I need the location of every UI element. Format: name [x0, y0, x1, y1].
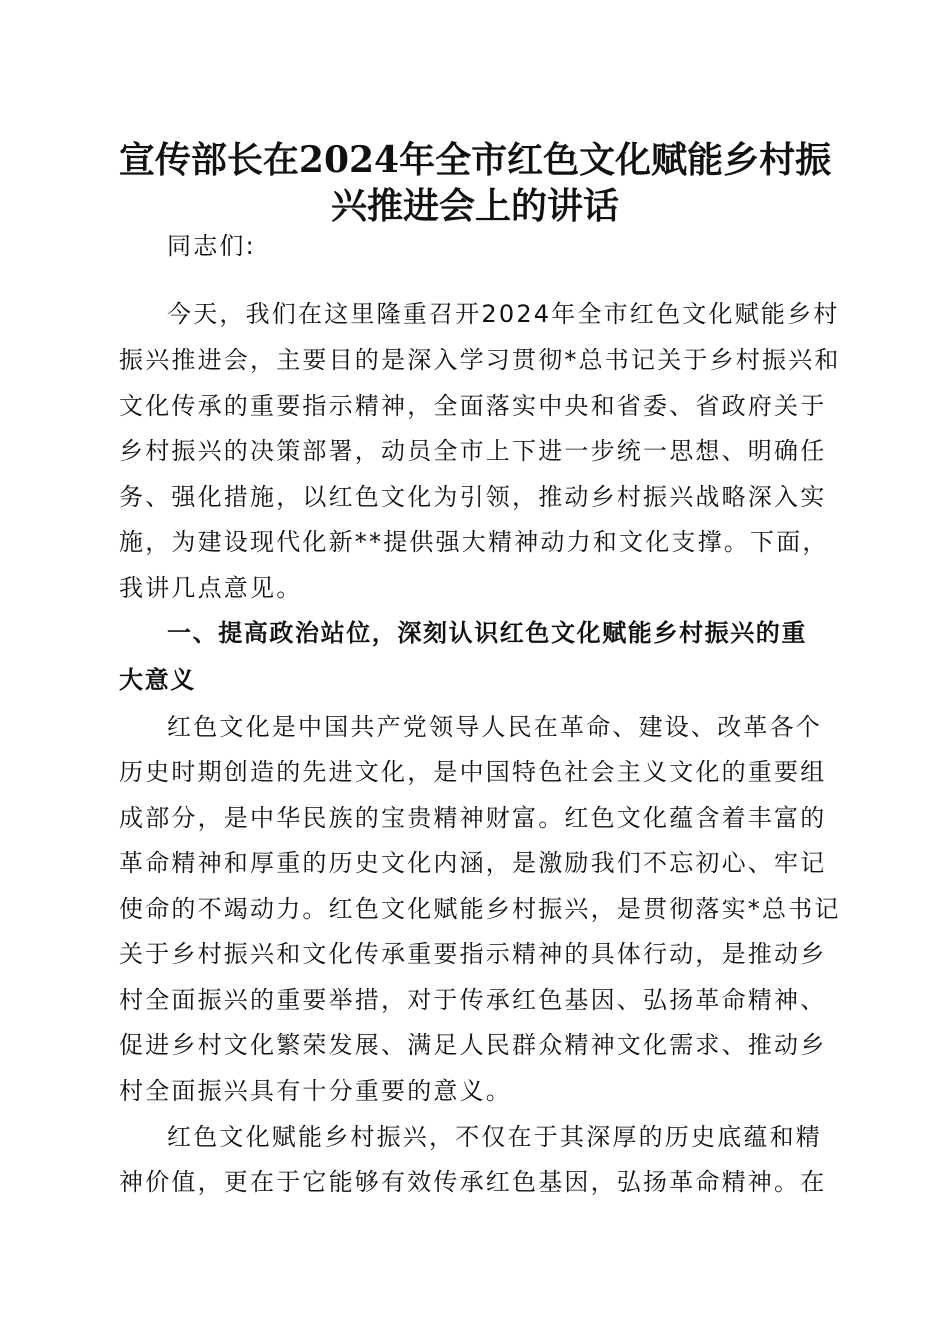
- paragraph-line: 今天，我们在这里隆重召开2024年全市红色文化赋能乡村: [167, 300, 840, 328]
- paragraph-line: 务、强化措施，以红色文化为引领，推动乡村振兴战略深入实: [119, 483, 827, 511]
- paragraph-line: 神价值，更在于它能够有效传承红色基因，弘扬革命精神。在: [119, 1168, 827, 1196]
- paragraph-line: 革命精神和厚重的历史文化内涵，是激励我们不忘初心、牢记: [119, 849, 827, 877]
- paragraph-line: 促进乡村文化繁荣发展、满足人民群众精神文化需求、推动乡: [119, 1031, 827, 1059]
- paragraph-line: 关于乡村振兴和文化传承重要指示精神的具体行动，是推动乡: [119, 940, 827, 968]
- paragraph-line: 施，为建设现代化新**提供强大精神动力和文化支撑。下面，: [119, 528, 829, 556]
- paragraph-line: 乡村振兴的决策部署，动员全市上下进一步统一思想、明确任: [119, 437, 827, 465]
- paragraph-line: 文化传承的重要指示精神，全面落实中央和省委、省政府关于: [119, 392, 827, 420]
- paragraph-line: 村全面振兴的重要举措，对于传承红色基因、弘扬革命精神、: [119, 986, 827, 1014]
- paragraph-line: 红色文化赋能乡村振兴，不仅在于其深厚的历史底蕴和精: [167, 1123, 822, 1151]
- salutation: 同志们:: [167, 232, 256, 260]
- paragraph-line: 成部分，是中华民族的宝贵精神财富。红色文化蕴含着丰富的: [119, 804, 827, 832]
- section-heading-line: 大意义: [119, 666, 196, 694]
- paragraph-line: 使命的不竭动力。红色文化赋能乡村振兴，是贯彻落实*总书记: [119, 895, 841, 923]
- paragraph-line: 我讲几点意见。: [119, 574, 303, 602]
- document-title-line-2: 兴推进会上的讲话: [330, 185, 619, 227]
- document-title-line-1: 宣传部长在2024年全市红色文化赋能乡村振: [118, 139, 832, 181]
- paragraph-line: 历史时期创造的先进文化，是中国特色社会主义文化的重要组: [119, 758, 827, 786]
- paragraph-line: 红色文化是中国共产党领导人民在革命、建设、改革各个: [167, 713, 822, 741]
- section-heading-line: 一、提高政治站位，深刻认识红色文化赋能乡村振兴的重: [167, 619, 807, 647]
- paragraph-line: 村全面振兴具有十分重要的意义。: [119, 1077, 512, 1105]
- paragraph-line: 振兴推进会，主要目的是深入学习贯彻*总书记关于乡村振兴和: [119, 346, 841, 374]
